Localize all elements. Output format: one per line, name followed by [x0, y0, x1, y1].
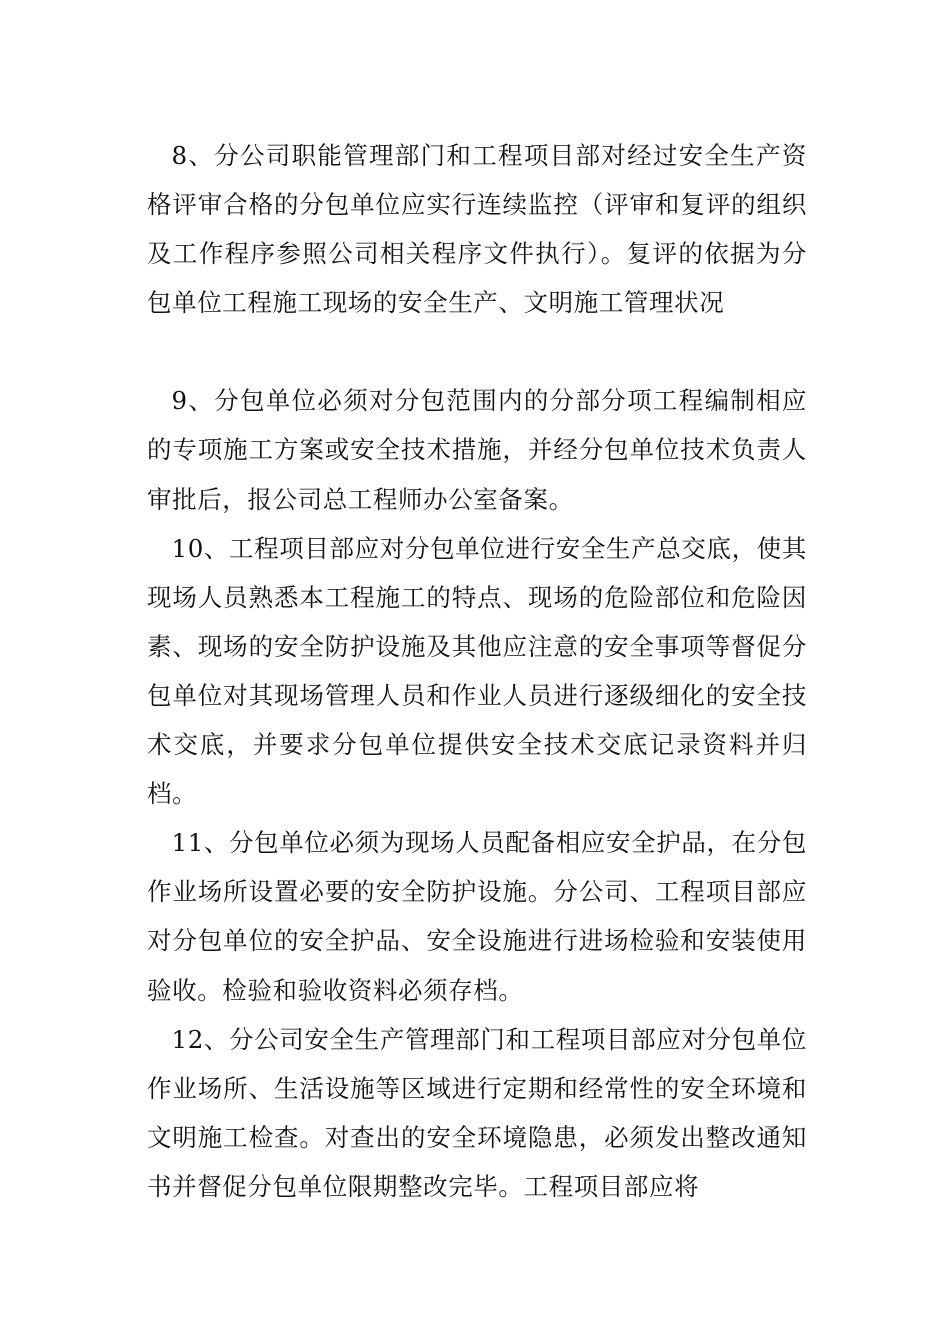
paragraph-11: 11、分包单位必须为现场人员配备相应安全护品，在分包作业场所设置必要的安全防护设施。分公司、工程项目部应对分包单位的安全护品、安全设施进行进场检验和安装使用验收。检验和验收资料必须存档。	[147, 828, 807, 1005]
paragraph-12: 12、分公司安全生产管理部门和工程项目部应对分包单位作业场所、生活设施等区域进行定期和经常性的安全环境和文明施工检查。对查出的安全环境隐患，必须发出整改通知书并督促分包单位限期整改完毕。工程项目部应将	[147, 1024, 807, 1201]
paragraph-10: 10、工程项目部应对分包单位进行安全生产总交底，使其现场人员熟悉本工程施工的特点、现场的危险部位和危险因素、现场的安全防护设施及其他应注意的安全事项等督促分包单位对其现场管理人员和作业人员进行逐级细化的安全技术交底，并要求分包单位提供安全技术交底记录资料并归档。	[147, 533, 807, 809]
paragraph-8: 8、分公司职能管理部门和工程项目部对经过安全生产资格评审合格的分包单位应实行连续监控（评审和复评的组织及工作程序参照公司相关程序文件执行）。复评的依据为分包单位工程施工现场的安全生产、文明施工管理状况	[147, 141, 807, 318]
paragraph-gap	[147, 327, 807, 376]
paragraph-9: 9、分包单位必须对分包范围内的分部分项工程编制相应的专项施工方案或安全技术措施，并经分包单位技术负责人审批后，报公司总工程师办公室备案。	[147, 386, 807, 514]
